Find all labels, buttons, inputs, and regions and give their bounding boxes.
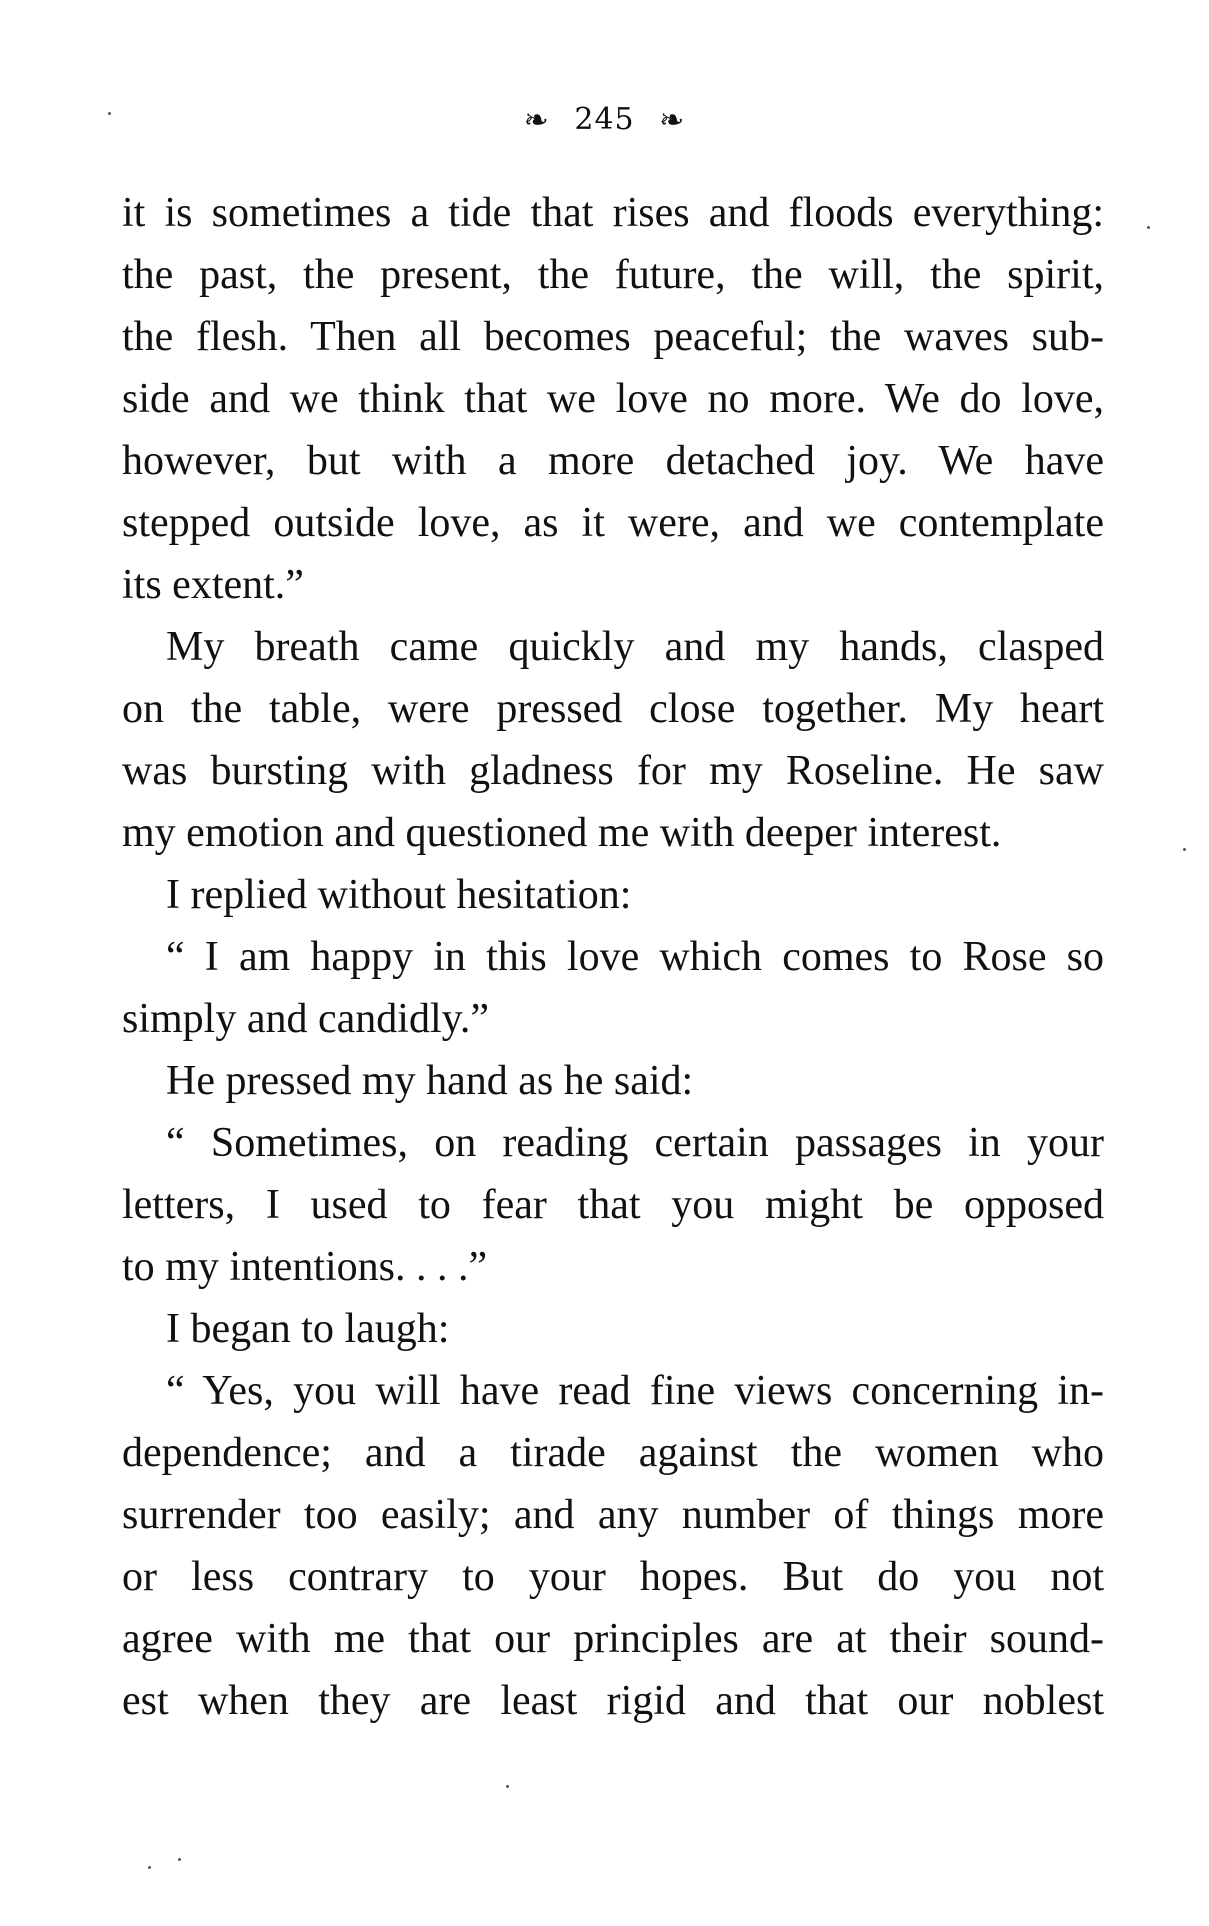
text-line: was bursting with gladness for my Roseline. He saw [122,748,1104,794]
text-line: however, but with a more detached joy. We have [122,438,1104,484]
text-line: on the table, were pressed close together. My heart [122,686,1104,732]
text-line: the past, the present, the future, the will, the spirit, [122,252,1104,298]
text-line: side and we think that we love no more. We do love, [122,376,1104,422]
paper-speck [1147,226,1150,229]
text-line: its extent.” [122,562,304,608]
text-line: it is sometimes a tide that rises and floods everything: [122,190,1104,236]
text-line: “ Yes, you will have read fine views concerning in- [166,1368,1104,1414]
text-line: agree with me that our principles are at their sound- [122,1616,1104,1662]
text-line: dependence; and a tirade against the women who [122,1430,1104,1476]
text-line: I began to laugh: [166,1306,450,1352]
text-line: I replied without hesitation: [166,872,632,918]
page-header [0,100,1209,141]
text-line: surrender too easily; and any number of things more [122,1492,1104,1538]
fleuron-right-icon: ❧ [659,103,686,138]
text-line: simply and candidly.” [122,996,490,1042]
paper-speck [148,1866,151,1869]
text-line: the flesh. Then all becomes peaceful; the waves sub- [122,314,1104,360]
paper-speck [108,112,111,115]
text-line: to my intentions. . . .” [122,1244,488,1290]
text-line: stepped outside love, as it were, and we contemplate [122,500,1104,546]
page-text [122,182,1104,1732]
paper-speck [178,1858,181,1861]
text-line: “ I am happy in this love which comes to Rose so [166,934,1104,980]
fleuron-left-icon: ❧ [523,103,550,138]
text-line: or less contrary to your hopes. But do you not [122,1554,1104,1600]
page-number: 245 [574,102,635,137]
text-line: “ Sometimes, on reading certain passages in your [166,1120,1104,1166]
text-line: est when they are least rigid and that our noblest [122,1678,1104,1724]
text-line: My breath came quickly and my hands, clasped [166,624,1104,670]
text-line: He pressed my hand as he said: [166,1058,694,1104]
paper-speck [506,1785,509,1788]
text-line: my emotion and questioned me with deeper interest. [122,810,1002,856]
paper-speck [1183,848,1186,851]
text-line: letters, I used to fear that you might be opposed [122,1182,1104,1228]
